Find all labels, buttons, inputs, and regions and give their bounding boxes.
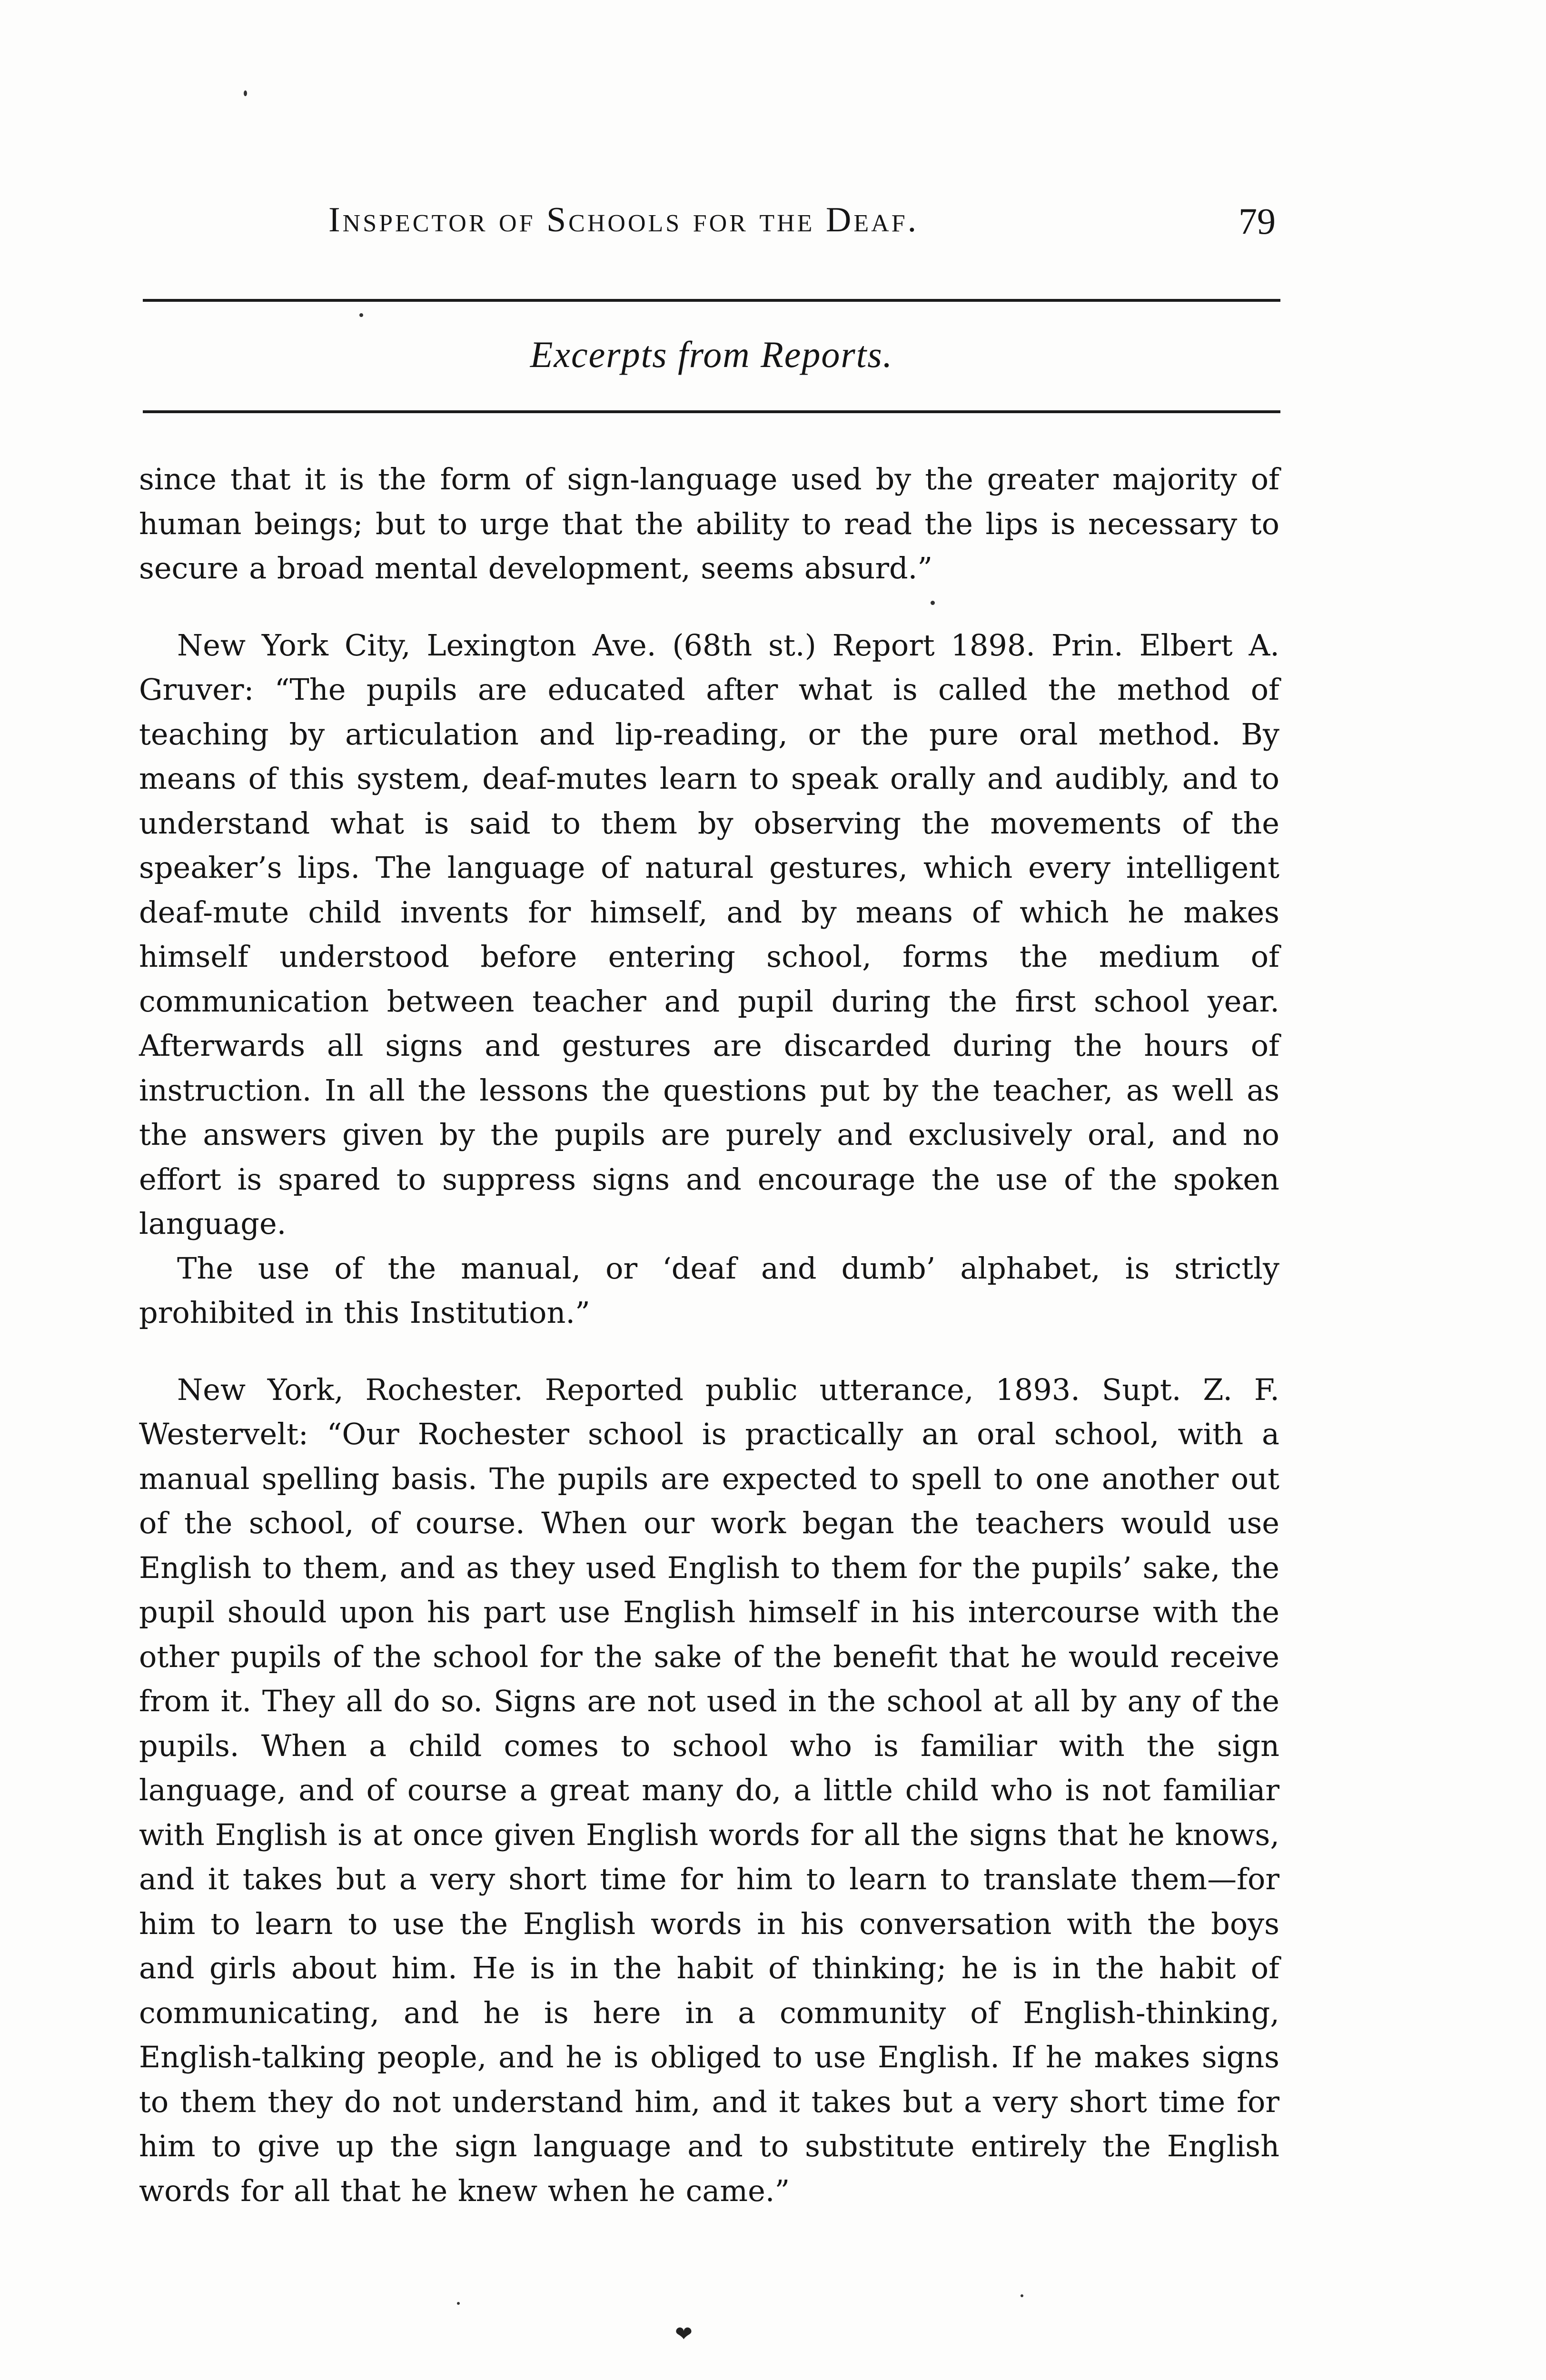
scan-speck: [457, 2302, 460, 2305]
paragraph-manual-alphabet: The use of the manual, or ‘deaf and dumb’ alphabet, is strictly prohibited in this Institution.”: [139, 1250, 1279, 1330]
running-title: Inspector of Schools for the Deaf.: [328, 200, 919, 239]
header-rule-top: [143, 299, 1280, 302]
body-text: [139, 457, 1279, 2213]
paragraph-continuation: since that it is the form of sign-language used by the greater majority of human beings; but to urge that the ability to read the lips is necessary to secure a broad mental development, seems absurd.”: [139, 462, 1279, 585]
page-number: 79: [1239, 200, 1276, 242]
paragraph-lexington-report: New York City, Lexington Ave. (68th st.) Report 1898. Prin. Elbert A. Gruver: “The pupils are educated after what is called the method of teaching by articulation and lip-reading, or the pure oral method. By means of this system, deaf-mutes learn to speak orally and audibly, and to understand what is said to them by observing the movements of the speaker’s lips. The language of natural gestures, which every intelligent deaf-mute child invents for himself, and by means of which he makes himself understood before entering school, forms the medium of communication between teacher and pupil during the first school year. Afterwards all signs and gestures are discarded during the hours of instruction. In all the lessons the questions put by the teacher, as well as the answers given by the pupils are purely and exclusively oral, and no effort is spared to suppress signs and encourage the use of the spoken language.: [139, 627, 1279, 1241]
scan-speck: [1021, 2294, 1023, 2297]
header-rule-bottom: [143, 410, 1280, 413]
scan-speck: [359, 313, 363, 317]
section-title: Excerpts from Reports.: [530, 334, 893, 375]
paragraph-rochester-report: New York, Rochester. Reported public utterance, 1893. Supt. Z. F. Westervelt: “Our Rochester school is practically an oral school, with a manual spelling basis. The pupils are expected to spell to one another out of the school, of course. When our work began the teachers would use English to them, and as they used English to them for the pupils’ sake, the pupil should upon his part use English himself in his intercourse with the other pupils of the school for the sake of the benefit that he would receive from it. They all do so. Signs are not used in the school at all by any of the pupils. When a child comes to school who is familiar with the sign language, and of course a great many do, a little child who is not familiar with English is at once given English words for all the signs that he knows, and it takes but a very short time for him to learn to translate them—for him to learn to use the English words in his conversation with the boys and girls about him. He is in the habit of thinking; he is in the habit of communicating, and he is here in a community of English-thinking, English-talking people, and he is obliged to use English. If he makes signs to them they do not understand him, and it takes but a very short time for him to give up the sign language and to substitute entirely the English words for all that he knew when he came.”: [139, 1372, 1279, 2208]
scan-speck: [931, 601, 935, 605]
scan-speck: [244, 90, 247, 96]
running-head: [143, 200, 1280, 252]
printer-ornament-mark: ❤: [675, 2322, 693, 2346]
